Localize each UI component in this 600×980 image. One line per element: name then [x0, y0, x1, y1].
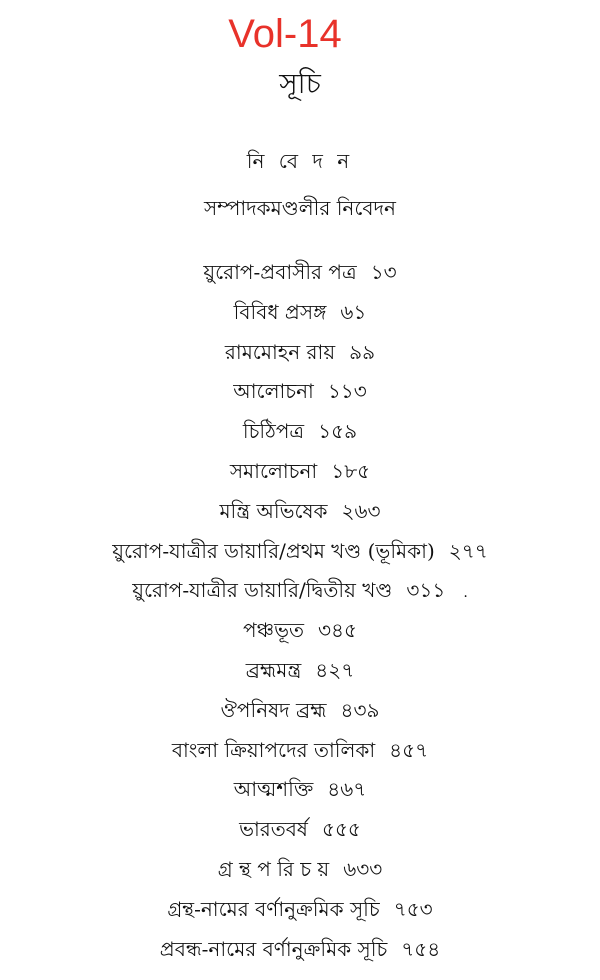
toc-entry — [0, 252, 600, 292]
toc-entry — [0, 929, 600, 969]
toc-page-number: ৩১১ — [406, 578, 446, 603]
toc-title: ঔপনিষদ ব্রহ্ম — [220, 697, 327, 722]
toc-page-number: ৩৪৫ — [318, 618, 357, 643]
toc-page-number: ৬১ — [340, 299, 367, 324]
toc-entry — [0, 889, 600, 929]
toc-entry — [0, 690, 600, 730]
toc-page-number: ১৩ — [370, 260, 397, 284]
toc-title: আলোচনা — [233, 379, 314, 404]
toc-entry — [0, 730, 600, 770]
toc-page-number: ৭৫৪ — [401, 936, 441, 961]
toc-entry — [0, 531, 600, 571]
page-title: সূচি — [279, 67, 321, 100]
preface-heading: নি বে দ ন — [246, 149, 354, 173]
toc-title: য়ুরোপ-প্রবাসীর পত্র — [203, 260, 357, 284]
toc-entry — [0, 371, 600, 411]
toc-title: বিবিধ প্রসঙ্গ — [233, 299, 327, 324]
toc-title: য়ুরোপ-যাত্রীর ডায়ারি/প্রথম খণ্ড (ভূমিকা) — [112, 538, 435, 563]
editors-preface: সম্পাদকমণ্ডলীর নিবেদন — [203, 196, 396, 220]
toc-entry — [0, 411, 600, 451]
toc-title: চিঠিপত্র — [242, 419, 305, 444]
toc-entry — [0, 610, 600, 650]
toc-page-number: ৪৬৭ — [327, 777, 367, 802]
toc-page-number: ৪৫৭ — [389, 737, 429, 762]
toc-page-number: ৫৫৫ — [321, 817, 361, 842]
toc-entry — [0, 332, 600, 372]
toc-title: পঞ্চভূত — [243, 618, 304, 643]
toc-entry — [0, 491, 600, 531]
toc-page-number: ২৭৭ — [448, 538, 488, 563]
toc-title: গ্র ন্থ প রি চ য় — [217, 856, 330, 881]
toc-entry — [0, 809, 600, 849]
toc-entry — [0, 570, 600, 610]
toc-page-number: ৪২৭ — [315, 657, 355, 682]
table-of-contents — [0, 252, 600, 968]
toc-title: ভারতবর্ষ — [239, 817, 308, 842]
toc-entry — [0, 769, 600, 809]
toc-title: য়ুরোপ-যাত্রীর ডায়ারি/দ্বিতীয় খণ্ড — [132, 578, 393, 603]
toc-page-number: ৪৩৯ — [340, 697, 380, 722]
toc-title: গ্রন্থ-নামের বর্ণানুক্রমিক সূচি — [167, 896, 380, 921]
toc-entry — [0, 451, 600, 491]
stray-dot: . — [463, 585, 468, 602]
toc-title: মন্ত্রি অভিষেক — [219, 498, 328, 523]
toc-page-number: ৬৩৩ — [343, 856, 383, 881]
volume-label: Vol-14 — [228, 12, 342, 56]
toc-title: আত্মশক্তি — [233, 777, 314, 802]
toc-title: রামমোহন রায় — [224, 339, 336, 364]
toc-entry — [0, 650, 600, 690]
toc-title: সমালোচনা — [229, 458, 318, 483]
toc-page-number: ৯৯ — [349, 339, 376, 364]
toc-title: বাংলা ক্রিয়াপদের তালিকা — [171, 737, 376, 762]
toc-page-number: ১৮৫ — [331, 458, 371, 483]
toc-page-number: ১৫৯ — [318, 419, 358, 444]
toc-entry — [0, 292, 600, 332]
toc-page-number: ২৬৩ — [341, 498, 381, 523]
toc-page-number: ৭৫৩ — [393, 896, 433, 921]
toc-title: প্রবন্ধ-নামের বর্ণানুক্রমিক সূচি — [159, 936, 388, 961]
toc-title: ব্রহ্মমন্ত্র — [245, 657, 302, 682]
toc-entry — [0, 849, 600, 889]
toc-page-number: ১১৩ — [327, 379, 367, 404]
